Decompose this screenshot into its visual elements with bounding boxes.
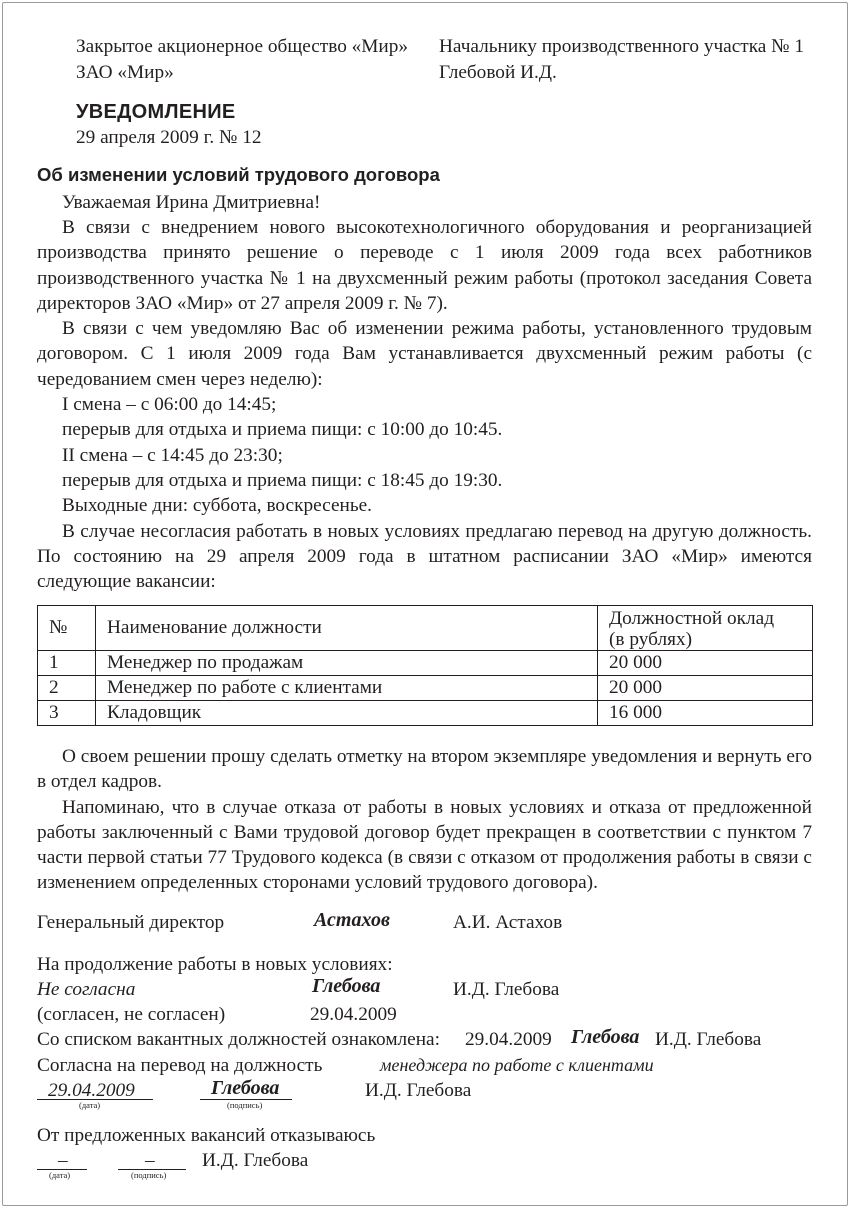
transfer-date-caption: (дата)	[79, 1100, 101, 1110]
paragraph-warning: Напоминаю, что в случае отказа от работы в новых условиях и отказа от предложенной работы заключенный с Вами трудовой договор будет прекращен в соответствии с пунктом 7 части первой статьи 77 Трудового кодекса (в связи с отказом от продолжения работы в связи с изменением определенных сторонами условий трудового договора).	[37, 796, 812, 894]
cell-salary: 20 000	[598, 651, 813, 676]
cell-salary: 20 000	[598, 676, 813, 701]
vacancy-table	[37, 605, 813, 726]
body-section-2	[37, 744, 812, 896]
addressee-position: Начальнику производственного участка № 1	[439, 36, 805, 57]
break-1: перерыв для отдыха и приема пищи: с 10:00 до 10:45.	[62, 419, 503, 441]
header-salary	[598, 606, 813, 651]
refuse-sign-caption: (подпись)	[131, 1170, 167, 1180]
cell-number: 3	[38, 701, 96, 726]
salutation: Уважаемая Ирина Дмитриевна!	[62, 192, 321, 213]
document-type: УВЕДОМЛЕНИЕ	[76, 101, 236, 123]
vacancy-list-signature: Глебова	[571, 1026, 640, 1048]
shift-2: II смена – с 14:45 до 23:30;	[62, 444, 283, 466]
cell-position: Менеджер по работе с клиентами	[96, 676, 598, 701]
break-2: перерыв для отдыха и приема пищи: с 18:45 до 19:30.	[62, 469, 503, 491]
vacancy-list-name: И.Д. Глебова	[655, 1029, 762, 1050]
shift-1: I смена – с 06:00 до 14:45;	[62, 394, 277, 416]
document-date-number: 29 апреля 2009 г. № 12	[76, 127, 262, 148]
org-full-name: Закрытое акционерное общество «Мир»	[76, 36, 409, 57]
cell-number: 2	[38, 676, 96, 701]
paragraph-request: О своем решении прошу сделать отметку на втором экземпляре уведомления и вернуть его в отдел кадров.	[37, 746, 812, 793]
continue-label: На продолжение работы в новых условиях:	[37, 954, 393, 975]
refuse-signature: –	[145, 1150, 155, 1171]
paragraph-vacancies: В случае несогласия работать в новых условиях предлагаю перевод на другую должность. По состоянию на 29 апреля 2009 года в штатном расписании ЗАО «Мир» имеются следующие вакансии:	[37, 520, 812, 593]
cell-position: Кладовщик	[96, 701, 598, 726]
cell-position: Менеджер по продажам	[96, 651, 598, 676]
cell-number: 1	[38, 651, 96, 676]
transfer-name: И.Д. Глебова	[365, 1080, 472, 1101]
paragraph-reason: В связи с внедрением нового высокотехнологичного оборудования и реорганизацией производства принято решение о переводе с 1 июля 2009 года всех работников производственного участка № 1 на двухсменный режим работы (протокол заседания Совета директоров ЗАО «Мир» от 27 апреля 2009 г. № 7).	[37, 217, 812, 314]
transfer-label: Согласна на перевод на должность	[37, 1055, 323, 1076]
continue-signature: Глебова	[312, 975, 381, 997]
refuse-label: От предложенных вакансий отказываюсь	[37, 1125, 376, 1146]
director-signature: Астахов	[314, 909, 390, 931]
director-title: Генеральный директор	[37, 912, 225, 933]
refuse-name: И.Д. Глебова	[202, 1150, 309, 1171]
refuse-date: –	[58, 1150, 68, 1171]
table-row	[38, 651, 813, 676]
addressee-name: Глебовой И.Д.	[439, 62, 557, 83]
table-header-row	[38, 606, 813, 651]
vacancy-list-date: 29.04.2009	[465, 1029, 552, 1050]
transfer-date: 29.04.2009	[48, 1080, 135, 1101]
header-salary-text: Должностной оклад (в рублях)	[609, 607, 775, 650]
days-off: Выходные дни: суббота, воскресенье.	[62, 495, 372, 517]
document-subject: Об изменении условий трудового договора	[37, 164, 440, 185]
transfer-position: менеджера по работе с клиентами	[380, 1055, 654, 1075]
org-short-name: ЗАО «Мир»	[76, 62, 174, 83]
continue-answer: Не согласна	[37, 979, 136, 1000]
continue-hint: (согласен, не согласен)	[37, 1004, 226, 1025]
table-row	[38, 676, 813, 701]
header-position: Наименование должности	[96, 606, 598, 651]
refuse-date-caption: (дата)	[49, 1170, 71, 1180]
header-number: №	[38, 606, 96, 651]
vacancy-list-label: Со списком вакантных должностей ознакомлена:	[37, 1029, 440, 1050]
continue-name: И.Д. Глебова	[453, 979, 560, 1000]
body-section-1	[37, 215, 812, 594]
table-row	[38, 701, 813, 726]
transfer-signature: Глебова	[211, 1077, 280, 1099]
cell-salary: 16 000	[598, 701, 813, 726]
director-name: А.И. Астахов	[453, 912, 563, 933]
continue-date: 29.04.2009	[310, 1004, 397, 1025]
paragraph-notice: В связи с чем уведомляю Вас об изменении режима работы, установленного трудовым договором. С 1 июля 2009 года Вам устанавливается двухсменный режим работы (с чередованием смен через неделю):	[37, 318, 812, 390]
transfer-sign-caption: (подпись)	[227, 1100, 263, 1110]
